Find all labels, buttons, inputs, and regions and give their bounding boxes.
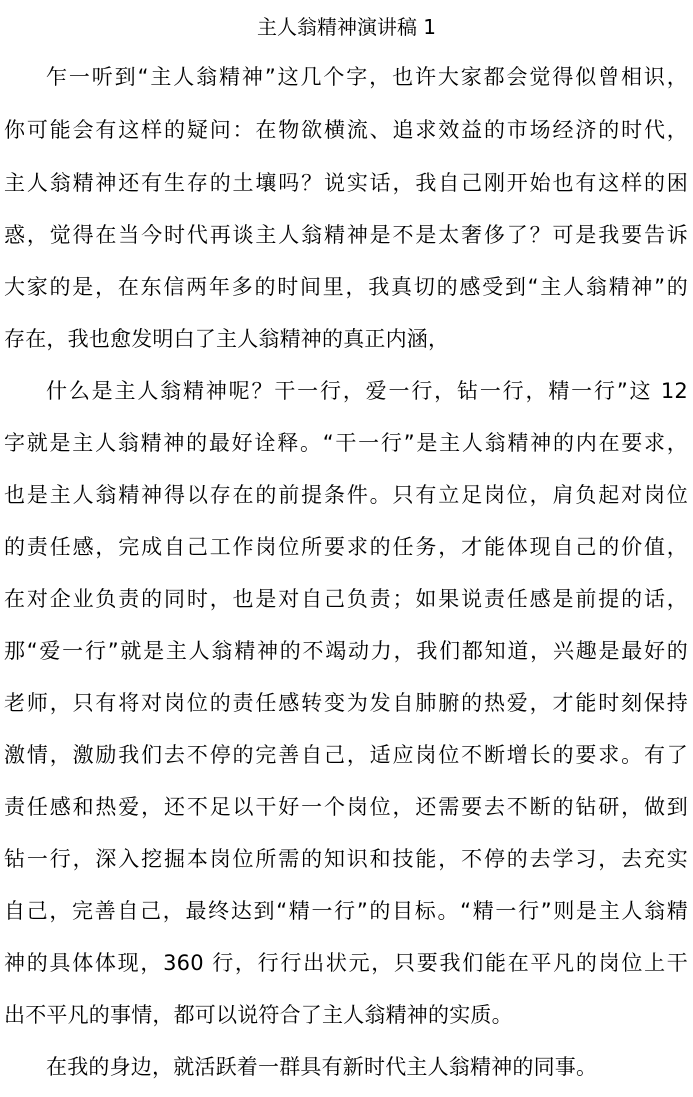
paragraph-2-line-1: 什么是主人翁精神呢？干一行，爱一行，钻一行，精一行”这 12 [46, 379, 688, 403]
paragraph-2-line-12: 神的具体体现，360 行，行行出状元，只要我们能在平凡的岗位上干 [4, 951, 688, 975]
paragraph-2-line-11: 自己，完善自己，最终达到“精一行”的目标。“精一行”则是主人翁精 [4, 899, 688, 923]
paragraph-1-line-5: 大家的是，在东信两年多的时间里，我真切的感受到“主人翁精神”的 [4, 275, 688, 299]
document-title: 主人翁精神演讲稿 1 [256, 15, 437, 39]
paragraph-2-line-9: 责任感和热爱，还不足以干好一个岗位，还需要去不断的钻研，做到 [4, 795, 688, 819]
paragraph-2-line-5: 在对企业负责的同时，也是对自己负责；如果说责任感是前提的话， [4, 587, 688, 611]
paragraph-2-line-8: 激情，激励我们去不停的完善自己，适应岗位不断增长的要求。有了 [4, 743, 688, 767]
paragraph-3-line-1: 在我的身边，就活跃着一群具有新时代主人翁精神的同事。 [46, 1055, 598, 1079]
paragraph-2-line-3: 也是主人翁精神得以存在的前提条件。只有立足岗位，肩负起对岗位 [4, 483, 688, 507]
paragraph-2-line-13: 出不平凡的事情，都可以说符合了主人翁精神的实质。 [4, 1003, 513, 1027]
paragraph-2-line-2: 字就是主人翁精神的最好诠释。“干一行”是主人翁精神的内在要求， [4, 431, 688, 455]
paragraph-1-line-3: 主人翁精神还有生存的土壤吗？说实话，我自己刚开始也有这样的困 [4, 171, 688, 195]
paragraph-2-line-6: 那“爱一行”就是主人翁精神的不竭动力，我们都知道，兴趣是最好的 [4, 639, 688, 663]
paragraph-1-line-2: 你可能会有这样的疑问：在物欲横流、追求效益的市场经济的时代， [4, 118, 688, 142]
paragraph-2-line-7: 老师，只有将对岗位的责任感转变为发自肺腑的热爱，才能时刻保持 [4, 691, 688, 715]
paragraph-1-line-4: 惑，觉得在当今时代再谈主人翁精神是不是太奢侈了？可是我要告诉 [4, 223, 688, 247]
paragraph-1-line-1: 乍一听到“主人翁精神”这几个字，也许大家都会觉得似曾相识， [46, 65, 688, 89]
paragraph-1-line-6: 存在，我也愈发明白了主人翁精神的真正内涵， [4, 327, 450, 351]
paragraph-2-line-10: 钻一行，深入挖掘本岗位所需的知识和技能，不停的去学习，去充实 [4, 847, 688, 871]
paragraph-2-line-4: 的责任感，完成自己工作岗位所要求的任务，才能体现自己的价值， [4, 535, 688, 559]
